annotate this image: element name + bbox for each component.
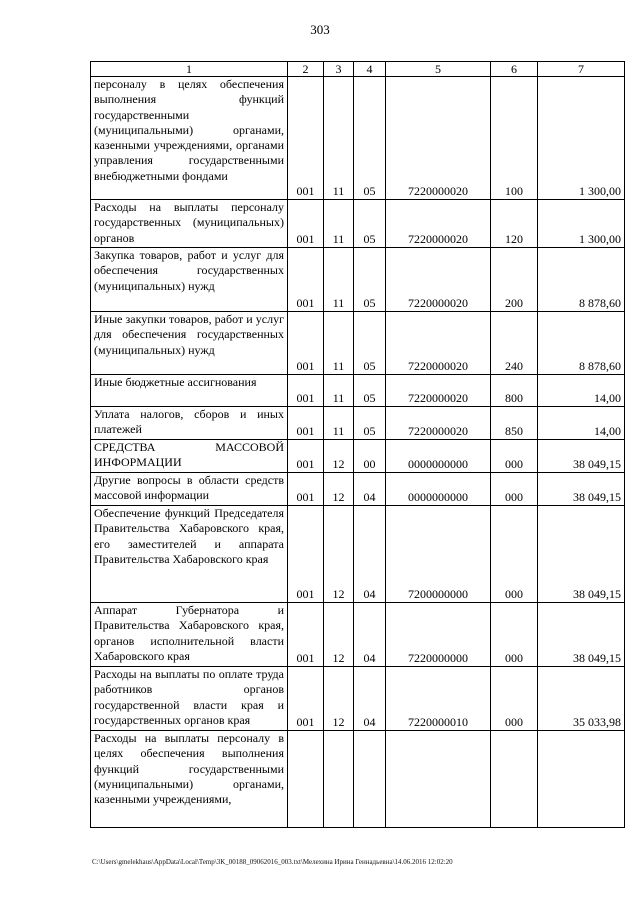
column-header: 7 <box>538 62 625 77</box>
cell-vr: 850 <box>491 407 538 440</box>
table-row <box>91 473 625 506</box>
table-row <box>91 248 625 312</box>
cell-csr: 7200000000 <box>386 506 491 603</box>
cell-sum: 38 049,15 <box>538 473 625 506</box>
column-header: 6 <box>491 62 538 77</box>
cell-sum: 35 033,98 <box>538 667 625 731</box>
cell-csr: 7220000020 <box>386 77 491 200</box>
cell-ved: 001 <box>288 312 324 375</box>
cell-pr: 05 <box>354 407 386 440</box>
cell-name: Расходы на выплаты персоналу в целях обеспечения выполнения функций государственными (муниципальными) органами, казенными учреждениями, <box>91 731 288 828</box>
cell-vr: 000 <box>491 506 538 603</box>
table-row <box>91 440 625 473</box>
cell-vr: 100 <box>491 77 538 200</box>
column-header: 5 <box>386 62 491 77</box>
column-header: 2 <box>288 62 324 77</box>
cell-pr: 05 <box>354 200 386 248</box>
cell-pr: 05 <box>354 375 386 407</box>
table-row <box>91 731 625 828</box>
cell-name: персоналу в целях обеспечения выполнения функций государственными (муниципальными) органами, казенными учреждениями, органами управления государственными внебюджетными фондами <box>91 77 288 200</box>
cell-pr: 04 <box>354 603 386 667</box>
cell-name: Расходы на выплаты по оплате труда работников органов государственной власти края и государственных органов края <box>91 667 288 731</box>
cell-name: Иные закупки товаров, работ и услуг для обеспечения государственных (муниципальных) нужд <box>91 312 288 375</box>
cell-csr: 7220000020 <box>386 200 491 248</box>
table-row <box>91 603 625 667</box>
cell-ved <box>288 731 324 828</box>
cell-rz: 11 <box>324 248 354 312</box>
table-row <box>91 375 625 407</box>
cell-sum: 1 300,00 <box>538 200 625 248</box>
cell-name: Другие вопросы в области средств массовой информации <box>91 473 288 506</box>
cell-rz: 11 <box>324 312 354 375</box>
cell-sum: 14,00 <box>538 407 625 440</box>
cell-csr: 7220000020 <box>386 248 491 312</box>
cell-name: Аппарат Губернатора и Правительства Хабаровского края, органов исполнительной власти Хабаровского края <box>91 603 288 667</box>
cell-vr: 000 <box>491 440 538 473</box>
cell-sum: 8 878,60 <box>538 248 625 312</box>
cell-rz <box>324 731 354 828</box>
cell-vr <box>491 731 538 828</box>
cell-pr: 00 <box>354 440 386 473</box>
table-row <box>91 77 625 200</box>
cell-rz: 11 <box>324 200 354 248</box>
cell-rz: 12 <box>324 506 354 603</box>
column-header: 1 <box>91 62 288 77</box>
cell-vr: 200 <box>491 248 538 312</box>
table-row <box>91 407 625 440</box>
cell-sum: 38 049,15 <box>538 506 625 603</box>
cell-csr: 7220000020 <box>386 407 491 440</box>
cell-csr: 7220000000 <box>386 603 491 667</box>
cell-pr: 05 <box>354 248 386 312</box>
cell-pr: 04 <box>354 667 386 731</box>
cell-csr: 0000000000 <box>386 473 491 506</box>
cell-sum: 14,00 <box>538 375 625 407</box>
cell-sum: 38 049,15 <box>538 603 625 667</box>
cell-ved: 001 <box>288 407 324 440</box>
cell-rz: 12 <box>324 473 354 506</box>
budget-table <box>90 61 625 828</box>
table-row <box>91 200 625 248</box>
column-header: 4 <box>354 62 386 77</box>
cell-sum: 1 300,00 <box>538 77 625 200</box>
cell-pr <box>354 731 386 828</box>
cell-ved: 001 <box>288 506 324 603</box>
cell-name: СРЕДСТВА МАССОВОЙ ИНФОРМАЦИИ <box>91 440 288 473</box>
cell-name: Расходы на выплаты персоналу государственных (муниципальных) органов <box>91 200 288 248</box>
cell-name: Уплата налогов, сборов и иных платежей <box>91 407 288 440</box>
cell-vr: 800 <box>491 375 538 407</box>
cell-csr: 7220000020 <box>386 375 491 407</box>
column-header: 3 <box>324 62 354 77</box>
cell-sum: 38 049,15 <box>538 440 625 473</box>
cell-ved: 001 <box>288 603 324 667</box>
cell-csr <box>386 731 491 828</box>
cell-ved: 001 <box>288 248 324 312</box>
cell-rz: 11 <box>324 407 354 440</box>
cell-ved: 001 <box>288 200 324 248</box>
cell-pr: 05 <box>354 77 386 200</box>
cell-vr: 120 <box>491 200 538 248</box>
cell-rz: 11 <box>324 77 354 200</box>
cell-name: Закупка товаров, работ и услуг для обеспечения государственных (муниципальных) нужд <box>91 248 288 312</box>
table-row <box>91 667 625 731</box>
table-row <box>91 312 625 375</box>
cell-csr: 0000000000 <box>386 440 491 473</box>
cell-vr: 000 <box>491 473 538 506</box>
cell-vr: 000 <box>491 667 538 731</box>
cell-ved: 001 <box>288 375 324 407</box>
cell-pr: 05 <box>354 312 386 375</box>
cell-rz: 12 <box>324 667 354 731</box>
table-row <box>91 506 625 603</box>
cell-vr: 240 <box>491 312 538 375</box>
page-number: 303 <box>310 22 330 37</box>
cell-name: Обеспечение функций Председателя Правительства Хабаровского края, его заместителей и аппарата Правительства Хабаровского края <box>91 506 288 603</box>
table-header-row <box>91 62 625 77</box>
cell-rz: 12 <box>324 603 354 667</box>
cell-csr: 7220000010 <box>386 667 491 731</box>
cell-rz: 11 <box>324 375 354 407</box>
cell-name: Иные бюджетные ассигнования <box>91 375 288 407</box>
cell-ved: 001 <box>288 667 324 731</box>
cell-rz: 12 <box>324 440 354 473</box>
cell-pr: 04 <box>354 506 386 603</box>
cell-pr: 04 <box>354 473 386 506</box>
cell-ved: 001 <box>288 473 324 506</box>
cell-sum <box>538 731 625 828</box>
footer-file-path: C:\Users\gmelekhaus\AppData\Local\Temp\3K_00188_09062016_003.txt\Мелехина Ирина Геннадьевна\14.06.2016 12:02:20 <box>92 858 453 866</box>
cell-sum: 8 878,60 <box>538 312 625 375</box>
cell-ved: 001 <box>288 440 324 473</box>
cell-vr: 000 <box>491 603 538 667</box>
cell-ved: 001 <box>288 77 324 200</box>
cell-csr: 7220000020 <box>386 312 491 375</box>
